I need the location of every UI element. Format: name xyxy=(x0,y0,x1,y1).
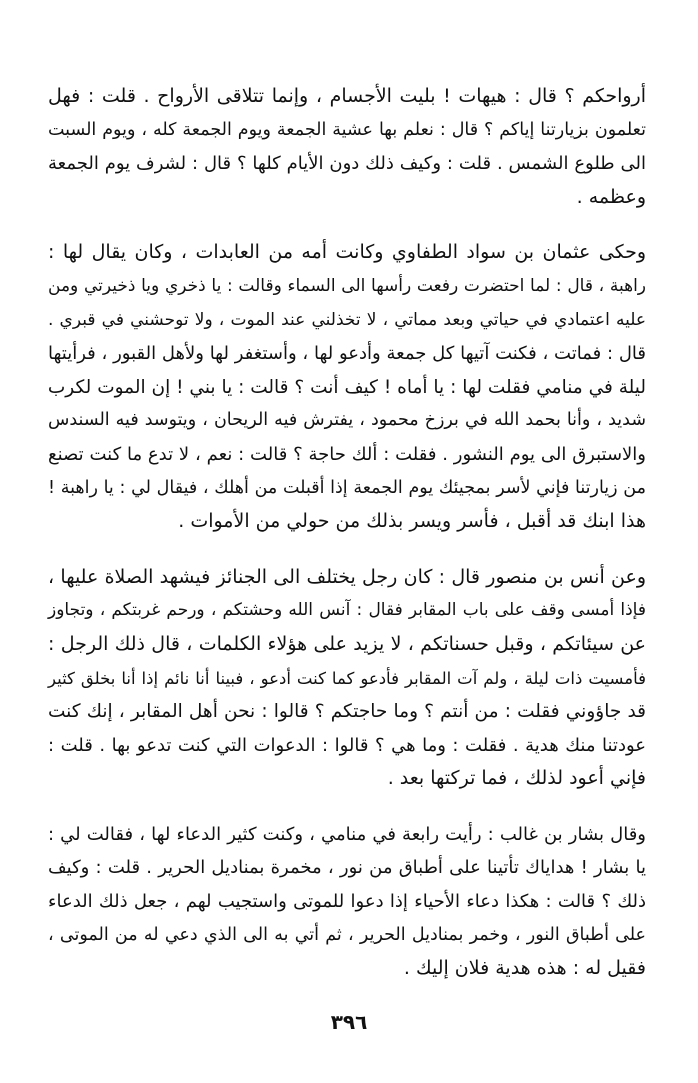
paragraph-1 xyxy=(48,80,646,214)
text-line: والاستبرق الى يوم النشور . فقلت : ألك حاجة ؟ قالت : نعم ، لا تدع ما كنت تصنع xyxy=(48,443,646,465)
paragraph-2 xyxy=(48,236,646,538)
text-line: من زيارتنا فإني لأسر بمجيئك يوم الجمعة إذا أقبلت من أهلك ، فيقال لي : يا راهبة ! xyxy=(48,477,646,498)
text-line: تعلمون بزيارتنا إياكم ؟ قال : نعلم بها عشية الجمعة ويوم الجمعة كله ، ويوم السبت xyxy=(48,119,646,140)
text-line: عليه اعتمادي في حياتي وبعد مماتي ، لا تخذلني عند الموت ، ولا توحشني في قبري . xyxy=(48,309,646,330)
text-line: راهبة ، قال : لما احتضرت رفعت رأسها الى السماء وقالت : يا ذخري ويا ذخيرتي ومن xyxy=(48,275,646,296)
text-line: فأمسيت ذات ليلة ، ولم آت المقابر فأدعو كما كنت أدعو ، فبينا أنا نائم إذا أنا بخلق كثير xyxy=(48,668,646,688)
text-line: وحكى عثمان بن سواد الطفاوي وكانت أمه من العابدات ، وكان يقال لها : xyxy=(48,241,646,264)
text-line: هذا ابنك قد أقبل ، فأسر ويسر بذلك من حولي من الأموات . xyxy=(178,510,646,533)
text-line: شديد ، وأنا بحمد الله في برزخ محمود ، يفترش فيه الريحان ، ويتوسد فيه السندس xyxy=(48,410,646,431)
page-text xyxy=(48,80,646,986)
text-line: عن سيئاتكم ، وقبل حسناتكم ، لا يزيد على هؤلاء الكلمات ، قال ذلك الرجل : xyxy=(48,632,646,655)
text-line: فإذا أمسى وقف على باب المقابر فقال : آنس الله وحشتكم ، ورحم غربتكم ، وتجاوز xyxy=(48,600,646,621)
text-line: عودتنا منك هدية . فقلت : وما هي ؟ قالوا : الدعوات التي كنت تدعو بها . قلت : xyxy=(48,734,646,756)
paragraph-4 xyxy=(48,818,646,986)
page-number: ٣٩٦ xyxy=(330,1010,368,1034)
text-line: ليلة في منامي فقلت لها : يا أماه ! كيف أنت ؟ قالت : يا بني ! إن الموت لكرب xyxy=(47,376,646,398)
text-line: ذلك ؟ قالت : هكذا دعاء الأحياء إذا دعوا للموتى واستجيب لهم ، جعل ذلك الدعاء xyxy=(48,891,646,913)
text-line: وقال بشار بن غالب : رأيت رابعة في منامي ، وكنت كثير الدعاء لها ، فقالت لي : xyxy=(48,823,646,845)
text-line: وعن أنس بن منصور قال : كان رجل يختلف الى الجنائز فيشهد الصلاة عليها ، xyxy=(48,565,646,588)
text-line: فإني أعود لذلك ، فما تركتها بعد . xyxy=(387,767,646,790)
text-line: يا بشار ! هداياك تأتينا على أطباق من نور ، مخمرة بمناديل الحرير . قلت : وكيف xyxy=(48,857,646,879)
text-line: أرواحكم ؟ قال : هيهات ! بليت الأجسام ، وإنما تتلاقى الأرواح . قلت : فهل xyxy=(48,85,646,107)
text-line: قد جاؤوني فقلت : من أنتم ؟ وما حاجتكم ؟ قالوا : نحن أهل المقابر ، إنك كنت xyxy=(48,701,646,723)
text-line: على أطباق النور ، وخمر بمناديل الحرير ، ثم أتي به الى الذي دعي له من الموتى ، xyxy=(48,924,646,945)
text-line: الى طلوع الشمس . قلت : وكيف ذلك دون الأيام كلها ؟ قال : لشرف يوم الجمعة xyxy=(48,153,646,175)
text-line: وعظمه . xyxy=(576,185,646,208)
text-line: قال : فماتت ، فكنت آتيها كل جمعة وأدعو لها ، وأستغفر لها ولأهل القبور ، فرأيتها xyxy=(48,343,646,365)
text-line: فقيل له : هذه هدية فلان إليك . xyxy=(403,957,646,980)
paragraph-3 xyxy=(48,561,646,796)
